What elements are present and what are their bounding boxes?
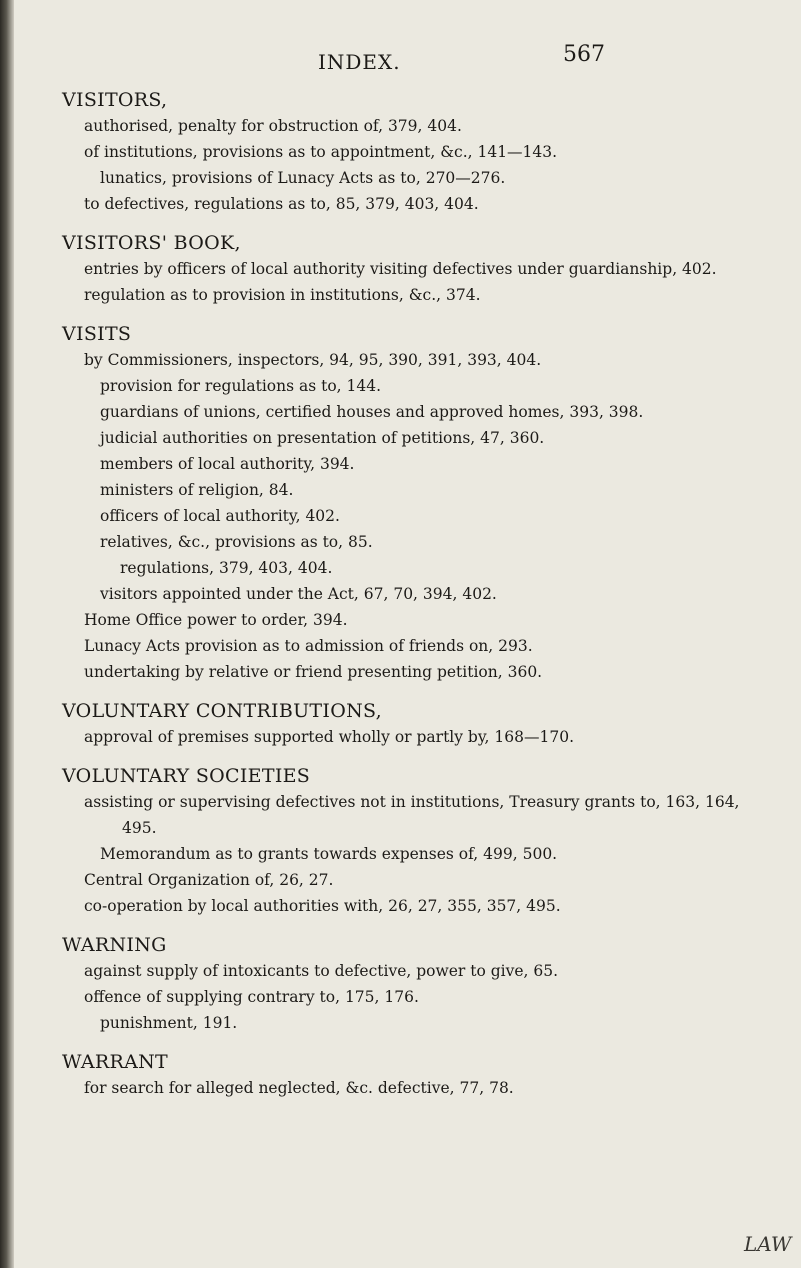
page-title: INDEX. (318, 50, 401, 74)
index-heading: VISITORS, (62, 89, 168, 111)
book-binding-shadow (0, 0, 14, 1268)
index-subentry: undertaking by relative or friend presenting petition, 360. (84, 663, 543, 681)
index-heading: VISITORS' BOOK, (62, 232, 241, 254)
index-entry (62, 699, 782, 750)
index-subentry: relatives, &c., provisions as to, 85. (100, 533, 373, 551)
index-subentry: authorised, penalty for obstruction of, 379, 404. (84, 117, 462, 135)
index-subentry: punishment, 191. (100, 1014, 238, 1032)
index-subentry: ministers of religion, 84. (100, 481, 294, 499)
index-subentry: Lunacy Acts provision as to admission of friends on, 293. (84, 637, 533, 655)
library-mark: LAW (744, 1232, 792, 1256)
index-subentry: Memorandum as to grants towards expenses of, 499, 500. (100, 845, 558, 863)
index-entry (62, 88, 782, 217)
index-subentry: assisting or supervising defectives not in institutions, Treasury grants to, 163, 164, 495. (84, 793, 740, 837)
index-entry (62, 1050, 782, 1101)
index-heading: VOLUNTARY CONTRIBUTIONS, (62, 700, 382, 722)
index-subentry: Central Organization of, 26, 27. (84, 871, 334, 889)
index-subentry: approval of premises supported wholly or partly by, 168—170. (84, 728, 575, 746)
index-entry (62, 764, 782, 919)
index-content (62, 88, 782, 1101)
index-subentry: against supply of intoxicants to defective, power to give, 65. (84, 962, 559, 980)
index-entry (62, 231, 782, 308)
index-heading: WARNING (62, 934, 167, 956)
index-heading: VISITS (62, 323, 132, 345)
index-subentry: Home Office power to order, 394. (84, 611, 348, 629)
index-subentry: officers of local authority, 402. (100, 507, 340, 525)
page-header (0, 42, 801, 80)
index-entry (62, 322, 782, 685)
index-subentry: lunatics, provisions of Lunacy Acts as to, 270—276. (100, 169, 506, 187)
index-subentry: guardians of unions, certified houses and approved homes, 393, 398. (100, 403, 644, 421)
index-subentry: regulations, 379, 403, 404. (120, 559, 333, 577)
index-subentry: co-operation by local authorities with, 26, 27, 355, 357, 495. (84, 897, 561, 915)
index-heading: WARRANT (62, 1051, 169, 1073)
index-subentry: entries by officers of local authority visiting defectives under guardianship, 402. (84, 260, 717, 278)
index-subentry: offence of supplying contrary to, 175, 176. (84, 988, 419, 1006)
index-subentry: of institutions, provisions as to appointment, &c., 141—143. (84, 143, 558, 161)
index-subentry: for search for alleged neglected, &c. defective, 77, 78. (84, 1079, 514, 1097)
index-subentry: members of local authority, 394. (100, 455, 355, 473)
index-subentry: regulation as to provision in institutions, &c., 374. (84, 286, 481, 304)
index-subentry: provision for regulations as to, 144. (100, 377, 382, 395)
index-heading: VOLUNTARY SOCIETIES (62, 765, 311, 787)
index-subentry: judicial authorities on presentation of petitions, 47, 360. (100, 429, 545, 447)
index-subentry: by Commissioners, inspectors, 94, 95, 390, 391, 393, 404. (84, 351, 542, 369)
index-subentry: visitors appointed under the Act, 67, 70, 394, 402. (100, 585, 497, 603)
index-entry (62, 933, 782, 1036)
index-subentry: to defectives, regulations as to, 85, 379, 403, 404. (84, 195, 479, 213)
page-number: 567 (563, 42, 605, 67)
